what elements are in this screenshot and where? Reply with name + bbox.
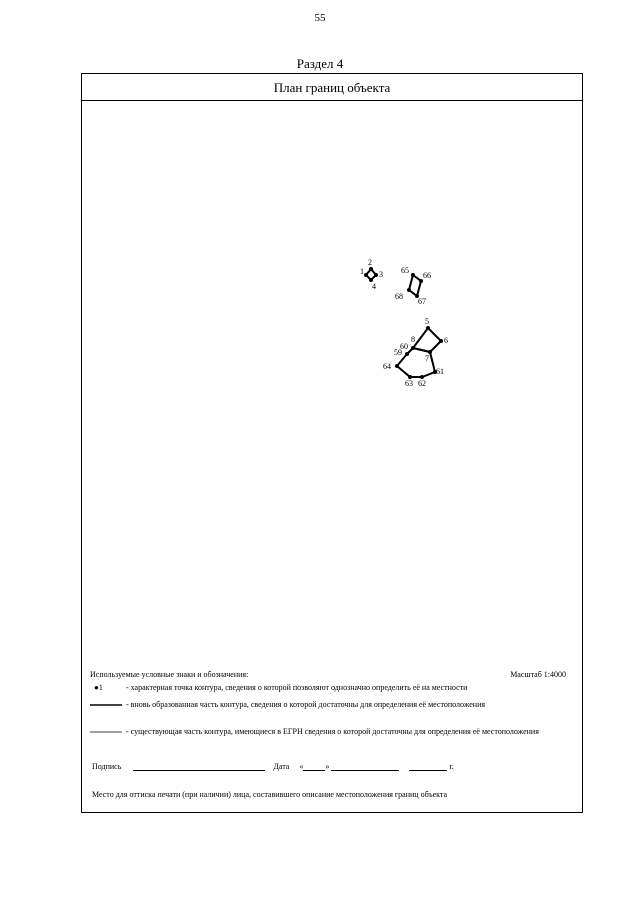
point-label: 8 (411, 335, 415, 344)
point-label: 64 (383, 362, 391, 371)
point-label: 65 (401, 266, 409, 275)
year-field[interactable] (409, 762, 447, 771)
point-label: 68 (395, 292, 403, 301)
point-59 (405, 352, 409, 356)
point-label: 5 (425, 317, 429, 326)
point-label: 6 (444, 336, 448, 345)
point-1 (364, 273, 368, 277)
date-label: Дата (273, 762, 290, 771)
point-label: 2 (368, 258, 372, 267)
year-suffix: г. (449, 762, 454, 771)
legend-heading: Используемые условные знаки и обозначения: (90, 670, 249, 679)
point-5 (426, 326, 430, 330)
stamp-place-text: Место для оттиска печати (при наличии) лица, составившего описание местоположения границ объекта (92, 790, 448, 799)
point-label: 1 (360, 267, 364, 276)
point-label: 66 (423, 271, 431, 280)
thin-line-icon (90, 727, 126, 736)
point-label: 59 (394, 348, 402, 357)
boundary-plan-drawing (82, 101, 582, 661)
point-2 (369, 267, 373, 271)
section-title: Раздел 4 (296, 56, 344, 71)
day-field[interactable] (303, 762, 325, 771)
quote-close: » (325, 762, 330, 771)
plan-frame (81, 73, 583, 813)
point-label: 63 (405, 379, 413, 388)
legend-item-text: - вновь образованная часть контура, сведения о которой достаточны для определения её местоположения (126, 700, 486, 709)
point-symbol-icon: ●1 (94, 683, 103, 692)
signature-row (92, 762, 572, 771)
point-label: 4 (372, 282, 376, 291)
contour-65-68 (409, 275, 421, 296)
point-68 (407, 288, 411, 292)
point-label: 61 (436, 367, 444, 376)
signature-label: Подпись (92, 762, 122, 771)
point-6 (439, 339, 443, 343)
legend-item-text: - характерная точка контура, сведения о которой позволяют однозначно определить её на местности (126, 683, 468, 692)
solid-line-icon (90, 700, 126, 709)
point-label: 7 (425, 354, 429, 363)
point-label: 60 (400, 342, 408, 351)
frame-title: План границ объекта (82, 74, 582, 101)
page-number: 55 (314, 12, 326, 24)
point-label: 62 (418, 379, 426, 388)
point-65 (411, 273, 415, 277)
point-label: 67 (418, 297, 426, 306)
quote-open: « (299, 762, 304, 771)
signature-field[interactable] (133, 762, 265, 771)
month-field[interactable] (331, 762, 399, 771)
point-64 (395, 364, 399, 368)
point-3 (374, 273, 378, 277)
point-label: 3 (379, 270, 383, 279)
boundary-plan (82, 101, 582, 661)
legend-item-text: - существующая часть контура, имеющиеся в ЕГРН сведения о которой достаточны для определения её местоположения (126, 727, 539, 736)
scale-label: Масштаб 1:4000 (510, 670, 566, 679)
point-8 (411, 346, 415, 350)
